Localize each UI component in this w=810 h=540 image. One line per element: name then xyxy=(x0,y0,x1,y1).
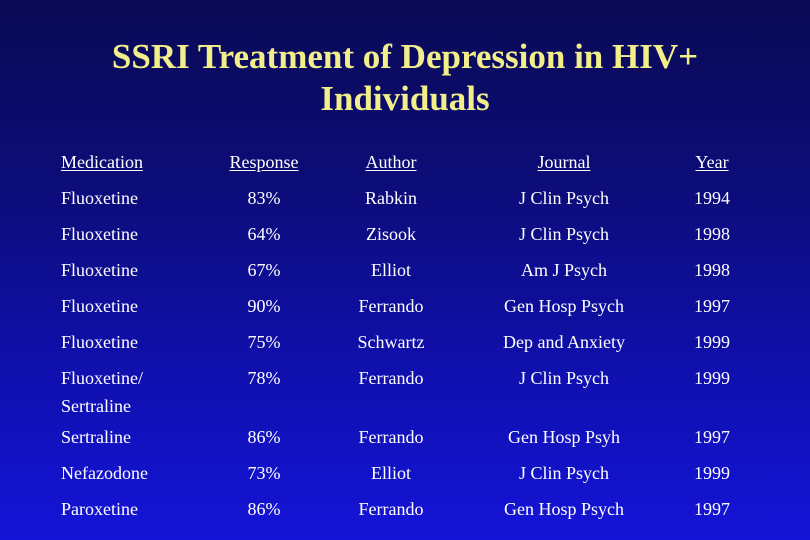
cell-medication-line-1: Fluoxetine/ xyxy=(61,368,143,388)
cell-medication: Fluoxetine xyxy=(61,224,138,244)
cell-author: Zisook xyxy=(365,224,416,244)
table-row xyxy=(0,184,810,214)
cell-year: 1998 xyxy=(694,224,730,244)
cell-medication: Nefazodone xyxy=(61,463,148,483)
cell-author: Elliot xyxy=(371,260,411,280)
table-row xyxy=(0,292,810,322)
cell-medication: Fluoxetine xyxy=(61,296,138,316)
cell-author: Ferrando xyxy=(358,499,424,519)
cell-journal: J Clin Psych xyxy=(518,463,610,483)
cell-journal: Dep and Anxiety xyxy=(503,332,625,352)
cell-response: 90% xyxy=(247,296,281,316)
cell-medication: Fluoxetine xyxy=(61,332,138,352)
cell-medication-line-2: Sertraline xyxy=(61,396,131,416)
table-row xyxy=(0,328,810,358)
cell-journal: Am J Psych xyxy=(520,260,607,280)
cell-response: 73% xyxy=(247,463,281,483)
cell-journal: J Clin Psych xyxy=(518,224,610,244)
cell-response: 86% xyxy=(247,427,281,447)
cell-author: Ferrando xyxy=(358,296,424,316)
title-line-2: Individuals xyxy=(320,79,490,118)
cell-journal: J Clin Psych xyxy=(518,368,610,388)
cell-year: 1999 xyxy=(694,463,730,483)
cell-author: Elliot xyxy=(371,463,411,483)
cell-journal: Gen Hosp Psych xyxy=(504,499,624,519)
table-header-row xyxy=(0,148,810,178)
cell-response: 78% xyxy=(247,368,281,388)
cell-response: 75% xyxy=(247,332,281,352)
cell-medication: Sertraline xyxy=(61,427,131,447)
cell-journal: Gen Hosp Psyh xyxy=(507,427,620,447)
cell-year: 1997 xyxy=(694,499,730,519)
cell-medication: Paroxetine xyxy=(61,499,138,519)
table-row xyxy=(0,256,810,286)
cell-author: Rabkin xyxy=(365,188,417,208)
cell-author: Ferrando xyxy=(358,368,424,388)
cell-year: 1999 xyxy=(694,368,730,388)
title-line-1: SSRI Treatment of Depression in HIV+ xyxy=(111,37,699,76)
cell-year: 1994 xyxy=(694,188,730,208)
cell-medication: Fluoxetine xyxy=(61,188,138,208)
cell-response: 67% xyxy=(247,260,281,280)
cell-author: Schwartz xyxy=(357,332,425,352)
table-row xyxy=(0,220,810,250)
cell-medication xyxy=(61,364,191,420)
cell-year: 1999 xyxy=(694,332,730,352)
header-medication: Medication xyxy=(61,152,143,172)
header-response: Response xyxy=(229,152,299,172)
header-year: Year xyxy=(695,152,729,172)
cell-year: 1997 xyxy=(694,296,730,316)
cell-author: Ferrando xyxy=(358,427,424,447)
table-row xyxy=(0,459,810,489)
cell-year: 1997 xyxy=(694,427,730,447)
cell-response: 83% xyxy=(247,188,281,208)
cell-journal: J Clin Psych xyxy=(518,188,610,208)
table-row xyxy=(0,495,810,525)
header-author: Author xyxy=(365,152,417,172)
cell-year: 1998 xyxy=(694,260,730,280)
cell-medication: Fluoxetine xyxy=(61,260,138,280)
cell-journal: Gen Hosp Psych xyxy=(504,296,624,316)
table-row xyxy=(0,423,810,453)
header-journal: Journal xyxy=(537,152,591,172)
table-row xyxy=(0,364,810,422)
cell-response: 64% xyxy=(247,224,281,244)
cell-response: 86% xyxy=(247,499,281,519)
